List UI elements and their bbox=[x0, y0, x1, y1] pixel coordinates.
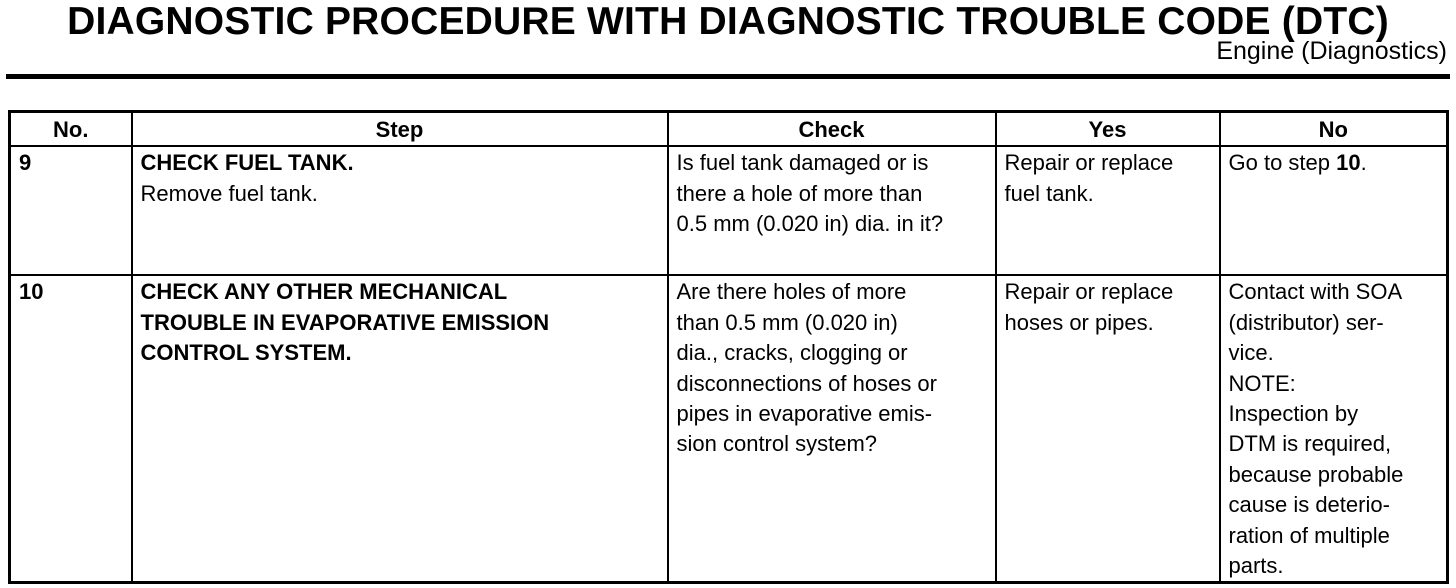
table-row bbox=[10, 146, 1448, 275]
section-subtitle: Engine (Diagnostics) bbox=[1216, 37, 1447, 65]
no-line: NOTE: bbox=[1228, 370, 1296, 396]
no-line: DTM is required, bbox=[1228, 431, 1392, 457]
column-header-no: No. bbox=[10, 112, 132, 147]
step-number: 10 bbox=[10, 275, 132, 583]
step-title-line: CONTROL SYSTEM. bbox=[140, 340, 352, 366]
yes-line: hoses or pipes. bbox=[1004, 309, 1154, 335]
no-suffix: . bbox=[1360, 150, 1367, 176]
no-line: ration of multiple bbox=[1228, 522, 1390, 548]
check-cell bbox=[668, 146, 996, 275]
column-header-step: Step bbox=[132, 112, 668, 147]
step-detail: Remove fuel tank. bbox=[140, 180, 318, 206]
check-line: than 0.5 mm (0.020 in) bbox=[676, 309, 898, 335]
yes-line: Repair or replace bbox=[1004, 150, 1174, 176]
no-line bbox=[1229, 148, 1439, 178]
column-header-check: Check bbox=[668, 112, 996, 147]
table-header-row bbox=[10, 112, 1448, 147]
table-row bbox=[10, 275, 1448, 583]
check-line: sion control system? bbox=[676, 431, 878, 457]
check-line: pipes in evaporative emis- bbox=[676, 401, 933, 427]
step-cell bbox=[132, 146, 668, 275]
diagnostic-procedure-table bbox=[8, 110, 1449, 584]
no-line: cause is deterio- bbox=[1228, 492, 1390, 518]
no-line: parts. bbox=[1228, 553, 1284, 579]
no-cell bbox=[1220, 275, 1448, 583]
yes-line: Repair or replace bbox=[1004, 279, 1174, 305]
step-reference: 10 bbox=[1336, 150, 1361, 176]
step-number: 9 bbox=[10, 146, 132, 275]
header-divider bbox=[6, 74, 1450, 79]
no-line: Contact with SOA bbox=[1228, 279, 1403, 305]
check-line: Are there holes of more bbox=[676, 279, 907, 305]
page-title: DIAGNOSTIC PROCEDURE WITH DIAGNOSTIC TROUBLE CODE (DTC) bbox=[67, 0, 1389, 43]
step-title-line: TROUBLE IN EVAPORATIVE EMISSION bbox=[140, 309, 550, 335]
no-line: Inspection by bbox=[1228, 401, 1359, 427]
check-line: dia., cracks, clogging or bbox=[676, 340, 908, 366]
column-header-no-result: No bbox=[1220, 112, 1448, 147]
yes-cell bbox=[996, 146, 1220, 275]
no-text: Go to step bbox=[1228, 150, 1337, 176]
no-line: because probable bbox=[1228, 461, 1404, 487]
no-line: (distributor) ser- bbox=[1228, 309, 1384, 335]
check-line: disconnections of hoses or bbox=[676, 370, 937, 396]
check-line: Is fuel tank damaged or is bbox=[676, 150, 929, 176]
column-header-yes: Yes bbox=[996, 112, 1220, 147]
step-title: CHECK FUEL TANK. bbox=[140, 150, 354, 176]
step-title-line: CHECK ANY OTHER MECHANICAL bbox=[140, 279, 508, 305]
no-line: vice. bbox=[1228, 340, 1274, 366]
yes-line: fuel tank. bbox=[1004, 180, 1094, 206]
check-cell bbox=[668, 275, 996, 583]
yes-cell bbox=[996, 275, 1220, 583]
step-cell bbox=[132, 275, 668, 583]
no-cell bbox=[1220, 146, 1448, 275]
check-line: there a hole of more than bbox=[676, 180, 923, 206]
check-line: 0.5 mm (0.020 in) dia. in it? bbox=[676, 211, 944, 237]
